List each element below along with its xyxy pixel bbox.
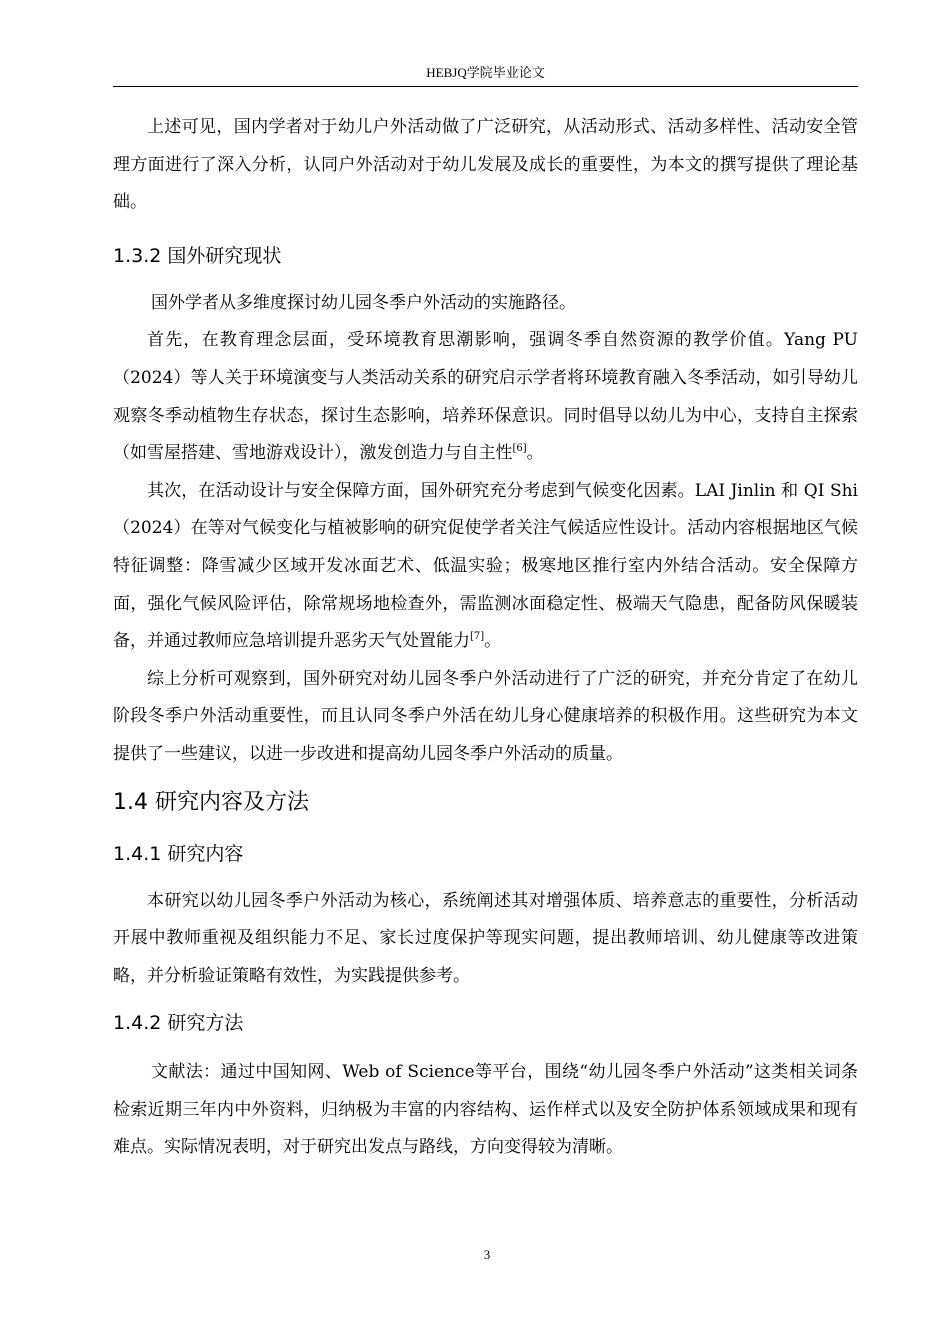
citation-7: [7] [470,631,485,643]
foreign-summary-paragraph: 综上分析可观察到，国外研究对幼儿园冬季户外活动进行了广泛的研究，并充分肯定了在幼儿阶段冬季户外活动重要性，而且认同冬季户外活在幼儿身心健康培养的积极作用。这些研究为本文提供了一些建议，以进一步改进和提高幼儿园冬季户外活动的质量。 [113,668,858,764]
page-number: 3 [483,1247,491,1262]
section-heading-1-4-1: 1.4.1 研究内容 [113,842,244,865]
header-divider [113,86,858,87]
running-header: HEBJQ学院毕业论文 [426,65,545,80]
foreign-paragraph-second [113,473,858,661]
citation-6: [6] [512,443,527,455]
foreign-paragraph-second-text: 其次，在活动设计与安全保障方面，国外研究充分考虑到气候变化因素。LAI Jinlin 和 QI Shi （2024）在等对气候变化与植被影响的研究促使学者关注气候适应性设计。活动内容根据地区气候特征调整：降雪减少区域开发冰面艺术、低温实验；极寒地区推行室内外结合活动。安全保障方面，强化气候风险评估，除常规场地检查外，需监测冰面稳定性、极端天气隐患，配备防风保暖装备，并通过教师应急培训提升恶劣天气处置能力 [113,480,858,652]
section-heading-1-3-2: 1.3.2 国外研究现状 [113,244,282,267]
foreign-intro-paragraph: 国外学者从多维度探讨幼儿园冬季户外活动的实施路径。 [151,292,576,313]
foreign-paragraph-first-end: 。 [526,443,544,464]
page-body [113,109,858,1167]
foreign-paragraph-first [113,322,858,472]
section-heading-1-4-2: 1.4.2 研究方法 [113,1012,244,1035]
section-heading-1-4: 1.4 研究内容及方法 [113,789,309,815]
foreign-paragraph-second-end: 。 [484,631,502,652]
research-methods-paragraph: 文献法：通过中国知网、Web of Science等平台，围绕“幼儿园冬季户外活动”这类相关词条检索近期三年内中外资料，归纳极为丰富的内容结构、运作样式以及安全防护体系领域成果和现有难点。实际情况表明，对于研究出发点与路线，方向变得较为清晰。 [113,1062,858,1158]
domestic-summary-paragraph: 上述可见，国内学者对于幼儿户外活动做了广泛研究，从活动形式、活动多样性、活动安全管理方面进行了深入分析，认同户外活动对于幼儿发展及成长的重要性，为本文的撰写提供了理论基础。 [113,117,858,213]
foreign-paragraph-first-text: 首先，在教育理念层面，受环境教育思潮影响，强调冬季自然资源的教学价值。Yang PU（2024）等人关于环境演变与人类活动关系的研究启示学者将环境教育融入冬季活动，如引导幼儿观察冬季动植物生存状态，探讨生态影响，培养环保意识。同时倡导以幼儿为中心，支持自主探索（如雪屋搭建、雪地游戏设计），激发创造力与自主性 [113,330,858,464]
research-content-paragraph: 本研究以幼儿园冬季户外活动为核心，系统阐述其对增强体质、培养意志的重要性，分析活动开展中教师重视及组织能力不足、家长过度保护等现实问题，提出教师培训、幼儿健康等改进策略，并分析验证策略有效性，为实践提供参考。 [113,890,858,986]
